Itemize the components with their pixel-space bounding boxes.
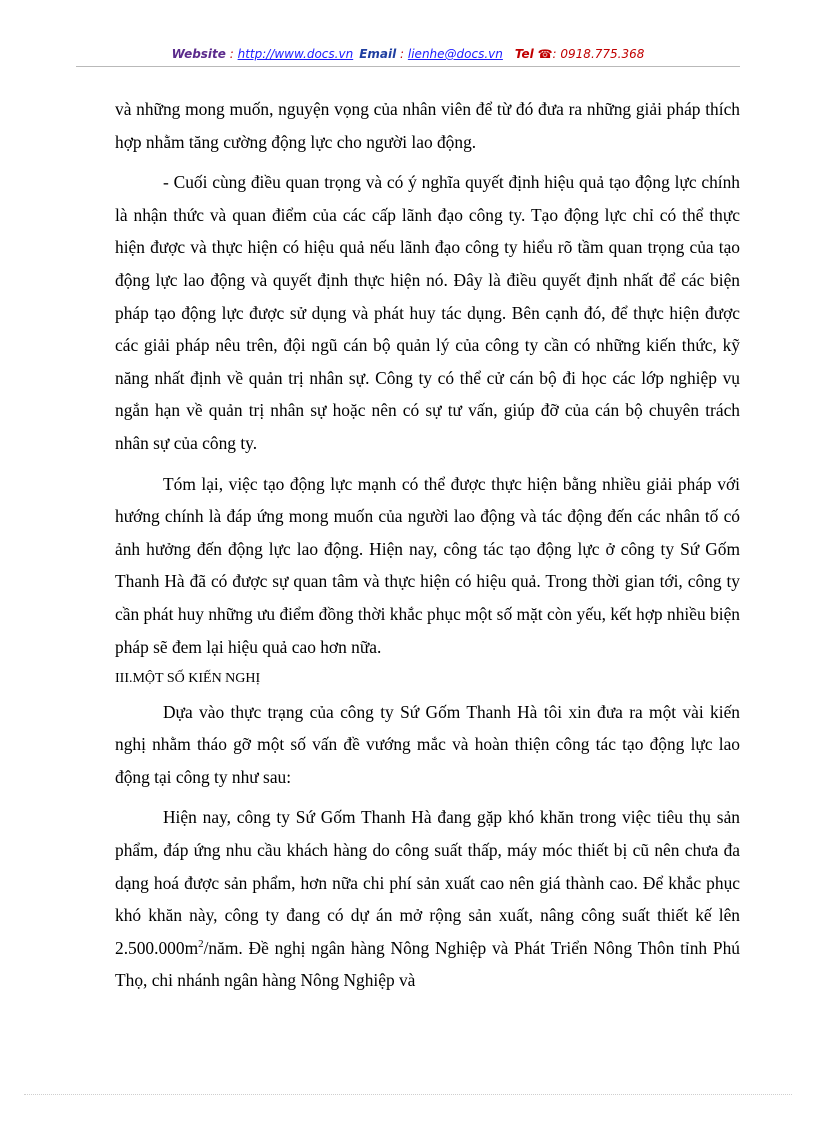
paragraph-5-part-a: Hiện nay, công ty Sứ Gốm Thanh Hà đang gặp khó khăn trong việc tiêu thụ sản phẩm, đáp ứng nhu cầu khách hàng do công suất thấp, máy móc thiết bị cũ nên chưa đa dạng hoá được sản phẩm, hơn nữa chi phí sản xuất cao nên giá thành cao. Để khắc phục khó khăn này, công ty đang có dự án mở rộng sản xuất, nâng công suất thiết kế lên 2.500.000m: [115, 807, 740, 958]
website-label: Website: [171, 47, 226, 61]
email-link[interactable]: lienhe@docs.vn: [407, 47, 503, 61]
phone-icon: ☎: [537, 47, 553, 61]
document-body: [115, 93, 740, 997]
tel-label: Tel: [514, 47, 534, 61]
footer-divider: [24, 1094, 792, 1095]
paragraph-5: [115, 801, 740, 997]
paragraph-5-part-b: /năm. Đề nghị ngân hàng Nông Nghiệp và Phát Triển Nông Thôn tỉnh Phú Thọ, chi nhánh ngân hàng Nông Nghiệp và: [115, 937, 740, 991]
website-link[interactable]: http://www.docs.vn: [237, 47, 354, 61]
header-divider: [76, 66, 740, 67]
phone-number: : 0918.775.368: [552, 47, 645, 61]
paragraph-1: và những mong muốn, nguyện vọng của nhân viên để từ đó đưa ra những giải pháp thích hợp nhằm tăng cường động lực cho người lao động.: [115, 99, 740, 152]
email-separator: :: [396, 47, 408, 61]
paragraph-3: Tóm lại, việc tạo động lực mạnh có thể được thực hiện bằng nhiều giải pháp với hướng chính là đáp ứng mong muốn của người lao động và tác động đến các nhân tố có ảnh hưởng đến động lực lao động. Hiện nay, công tác tạo động lực ở công ty Sứ Gốm Thanh Hà đã có được sự quan tâm và thực hiện có hiệu quả. Trong thời gian tới, công ty cần phát huy những ưu điểm đồng thời khắc phục một số mặt còn yếu, kết hợp nhiều biện pháp sẽ đem lại hiệu quả cao hơn nữa.: [115, 473, 740, 657]
paragraph-2: - Cuối cùng điều quan trọng và có ý nghĩa quyết định hiệu quả tạo động lực chính là nhận thức và quan điểm của các cấp lãnh đạo công ty. Tạo động lực chỉ có thể thực hiện được và thực hiện có hiệu quả nếu lãnh đạo công ty hiểu rõ tầm quan trọng của tạo động lực lao động và quyết định thực hiện nó. Đây là điều quyết định nhất để các biện pháp tạo động lực được sử dụng và phát huy tác dụng. Bên cạnh đó, để thực hiện được các giải pháp nêu trên, đội ngũ cán bộ quản lý của công ty cần có những kiến thức, kỹ năng nhất định về quản trị nhân sự. Công ty có thể cử cán bộ đi học các lớp nghiệp vụ ngắn hạn về quản trị nhân sự hoặc nên có sự tư vấn, giúp đỡ của cán bộ chuyên trách nhân sự của công ty.: [115, 172, 740, 453]
paragraph-4: Dựa vào thực trạng của công ty Sứ Gốm Thanh Hà tôi xin đưa ra một vài kiến nghị nhằm tháo gỡ một số vấn đề vướng mắc và hoàn thiện công tác tạo động lực lao động tại công ty như sau:: [115, 701, 740, 787]
email-label: Email: [359, 47, 397, 61]
superscript-2: 2: [198, 938, 204, 951]
page-header: [0, 47, 816, 61]
website-separator: :: [225, 47, 238, 61]
section-heading: III.MỘT SỐ KIẾN NGHỊ: [115, 671, 261, 687]
